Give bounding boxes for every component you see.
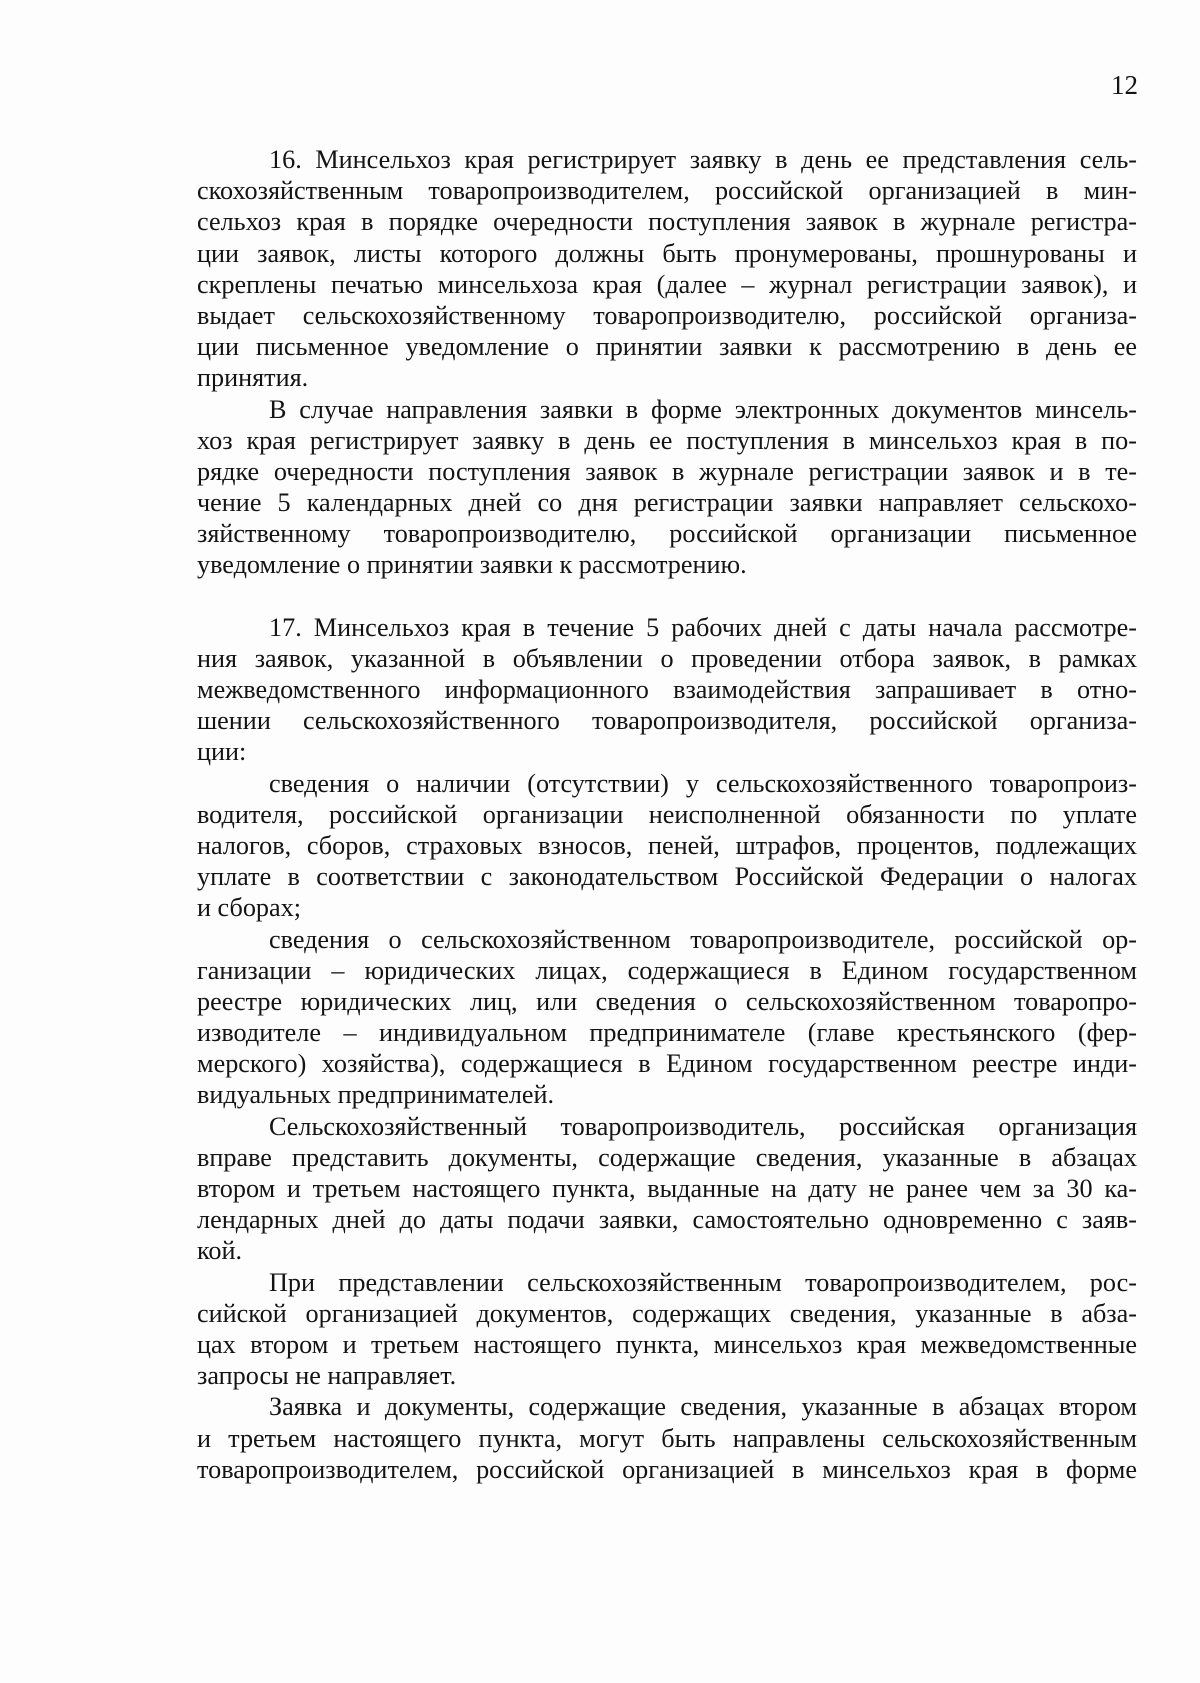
text-line: принятия. <box>197 363 309 393</box>
text-line: реестре юридических лиц, или сведения о сельскохозяйственном товаропро- <box>197 986 1137 1016</box>
text-line: сийской организацией документов, содержащих сведения, указанные в абза- <box>197 1298 1137 1328</box>
text-line: запросы не направляет. <box>197 1361 457 1391</box>
paragraph-17 <box>197 612 1137 768</box>
text-line: ции заявок, листы которого должны быть пронумерованы, прошнурованы и <box>197 238 1137 268</box>
text-line: товаропроизводителем, российской организацией в минсельхоз края в форме <box>197 1454 1137 1484</box>
text-line: ния заявок, указанной в объявлении о проведении отбора заявок, в рамках <box>197 643 1137 673</box>
text-line: При представлении сельскохозяйственным товаропроизводителем, рос- <box>269 1267 1137 1297</box>
text-line: ции: <box>197 737 247 767</box>
text-line: налогов, сборов, страховых взносов, пеней, штрафов, процентов, подлежащих <box>197 830 1137 860</box>
text-line: 17. Минсельхоз края в течение 5 рабочих дней с даты начала рассмотре- <box>269 612 1137 642</box>
document-body <box>197 144 1137 1485</box>
text-line: сведения о наличии (отсутствии) у сельскохозяйственного товаропроиз- <box>269 768 1137 798</box>
text-line: скохозяйственным товаропроизводителем, российской организацией в мин- <box>197 176 1137 206</box>
text-line: В случае направления заявки в форме электронных документов минсель- <box>269 394 1137 424</box>
text-line: лендарных дней до даты подачи заявки, самостоятельно одновременно с заяв- <box>197 1205 1137 1235</box>
text-line: цах втором и третьем настоящего пункта, минсельхоз края межведомственные <box>197 1329 1137 1359</box>
text-line: хоз края регистрирует заявку в день ее поступления в минсельхоз края в по- <box>197 425 1137 455</box>
text-line: уплате в соответствии с законодательством Российской Федерации о налогах <box>197 862 1137 892</box>
text-line: выдает сельскохозяйственному товаропроизводителю, российской организа- <box>197 300 1137 330</box>
text-line: и третьем настоящего пункта, могут быть направлены сельскохозяйственным <box>197 1423 1137 1453</box>
text-line: зяйственному товаропроизводителю, российской организации письменное <box>197 519 1137 549</box>
paragraph-tax-info <box>197 768 1137 924</box>
paragraph-gap <box>197 581 1137 612</box>
text-line: изводителе – индивидуальном предпринимателе (главе крестьянского (фер- <box>197 1018 1137 1048</box>
text-line: кой. <box>197 1236 243 1266</box>
text-line: мерского) хозяйства), содержащиеся в Едином государственном реестре инди- <box>197 1049 1137 1079</box>
paragraph-right-to-submit <box>197 1111 1137 1267</box>
text-line: втором и третьем настоящего пункта, выданные на дату не ранее чем за 30 ка- <box>197 1174 1137 1203</box>
paragraph-16 <box>197 144 1137 394</box>
paragraph-electronic-submission <box>197 394 1137 581</box>
paragraph-submission-form <box>197 1391 1137 1485</box>
text-line: сведения о сельскохозяйственном товаропроизводителе, российской ор- <box>269 924 1137 954</box>
text-line: 16. Минсельхоз края регистрирует заявку в день ее представления сель- <box>269 145 1137 174</box>
text-line: ции письменное уведомление о принятии заявки к рассмотрению в день ее <box>197 332 1137 362</box>
text-line: и сборах; <box>197 893 302 923</box>
text-line: чение 5 календарных дней со дня регистрации заявки направляет сельскохо- <box>197 488 1137 518</box>
text-line: вправе представить документы, содержащие сведения, указанные в абзацах <box>197 1142 1137 1172</box>
text-line: уведомление о принятии заявки к рассмотрению. <box>197 550 747 580</box>
paragraph-registry-info <box>197 924 1137 1111</box>
text-line: рядке очередности поступления заявок в журнале регистрации заявок и в те- <box>197 456 1137 486</box>
text-line: видуальных предпринимателей. <box>197 1080 555 1110</box>
text-line: сельхоз края в порядке очередности поступления заявок в журнале регистра- <box>197 207 1137 237</box>
text-line: Сельскохозяйственный товаропроизводитель, российская организация <box>269 1111 1137 1141</box>
text-line: ганизации – юридических лицах, содержащиеся в Едином государственном <box>197 955 1137 985</box>
text-line: межведомственного информационного взаимодействия запрашивает в отно- <box>197 675 1137 704</box>
text-line: шении сельскохозяйственного товаропроизводителя, российской организа- <box>197 706 1137 736</box>
paragraph-no-requests <box>197 1267 1137 1392</box>
text-line: водителя, российской организации неисполненной обязанности по уплате <box>197 799 1137 829</box>
page-number: 12 <box>1111 70 1138 100</box>
text-line: Заявка и документы, содержащие сведения, указанные в абзацах втором <box>269 1392 1137 1422</box>
text-line: скреплены печатью минсельхоза края (далее – журнал регистрации заявок), и <box>197 269 1137 299</box>
